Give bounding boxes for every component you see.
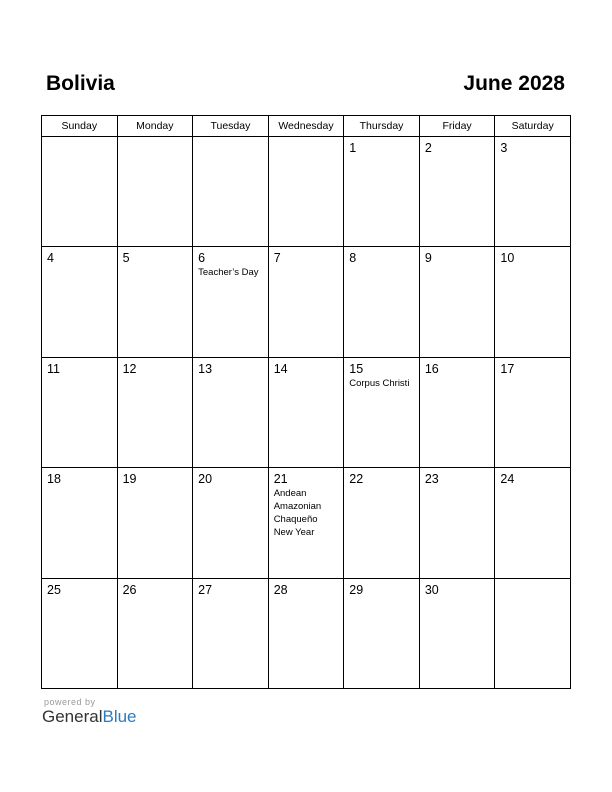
day-cell: [419, 137, 495, 247]
day-cell: [268, 357, 344, 467]
week-row: [42, 137, 571, 247]
day-number: 21: [273, 472, 288, 487]
day-cell: [344, 357, 420, 467]
day-cell: [268, 247, 344, 357]
day-number: 8: [349, 251, 357, 266]
day-number: 14: [273, 361, 288, 376]
holiday-label: Teacher’s Day: [198, 267, 259, 279]
day-cell: [42, 578, 118, 688]
brand-blue: Blue: [102, 707, 137, 726]
day-cell: [117, 468, 193, 578]
month-title: June 2028: [463, 72, 565, 95]
day-number: 7: [273, 251, 281, 266]
day-cell: [495, 578, 571, 688]
day-cell: [495, 357, 571, 467]
day-number: 10: [500, 251, 515, 266]
day-cell: [344, 137, 420, 247]
day-number: 25: [47, 582, 61, 597]
weekday-header: Monday: [117, 116, 193, 137]
day-cell: [42, 357, 118, 467]
day-cell: [193, 247, 269, 357]
day-cell: [117, 578, 193, 688]
weekday-header: Saturday: [495, 116, 571, 137]
day-cell: [117, 137, 193, 247]
weekday-header: Sunday: [42, 116, 118, 137]
day-number: 4: [47, 251, 54, 266]
day-number: 23: [424, 472, 439, 487]
calendar-body: [42, 137, 571, 689]
day-cell: [495, 468, 571, 578]
brand-logo: [42, 707, 137, 727]
day-cell: [42, 468, 118, 578]
day-number: 22: [349, 472, 364, 487]
day-number: 18: [47, 472, 61, 487]
day-number: 2: [424, 141, 432, 155]
day-cell: [419, 468, 495, 578]
weekday-header: Friday: [419, 116, 495, 137]
day-cell: [344, 468, 420, 578]
weekday-header: Wednesday: [268, 116, 344, 137]
day-cell: [42, 247, 118, 357]
day-number: 19: [122, 472, 137, 487]
day-number: 17: [500, 361, 515, 376]
day-number: 20: [198, 472, 213, 487]
day-number: 5: [122, 251, 130, 266]
day-number: 29: [349, 582, 364, 597]
day-cell: [193, 578, 269, 688]
week-row: [42, 247, 571, 357]
holiday-label: Corpus Christi: [349, 377, 410, 389]
day-cell: [42, 137, 118, 247]
week-row: [42, 357, 571, 467]
weekday-header-row: [42, 116, 571, 137]
day-cell: [193, 468, 269, 578]
day-number: 27: [198, 582, 213, 597]
day-cell: [344, 578, 420, 688]
day-number: 9: [424, 251, 432, 266]
country-title: Bolivia: [46, 72, 115, 95]
day-number: 16: [424, 361, 439, 376]
day-cell: [268, 468, 344, 578]
day-cell: [495, 137, 571, 247]
day-cell: [268, 137, 344, 247]
day-cell: [419, 357, 495, 467]
brand-general: General: [42, 707, 103, 726]
day-cell: [117, 357, 193, 467]
weekday-header: Tuesday: [193, 116, 269, 137]
holiday-label: Andean Amazonian Chaqueño New Year: [273, 488, 322, 539]
calendar-grid: [41, 115, 571, 689]
weekday-header: Thursday: [344, 116, 420, 137]
day-number: 1: [349, 141, 357, 155]
day-cell: [117, 247, 193, 357]
day-cell: [495, 247, 571, 357]
day-number: 12: [122, 361, 137, 376]
day-cell: [419, 247, 495, 357]
week-row: [42, 468, 571, 578]
day-number: 6: [198, 251, 206, 266]
day-cell: [419, 578, 495, 688]
day-number: 13: [198, 361, 213, 376]
day-number: 15: [349, 361, 364, 376]
day-number: 11: [47, 361, 60, 376]
week-row: [42, 578, 571, 688]
day-cell: [193, 357, 269, 467]
day-number: 26: [122, 582, 137, 597]
day-number: 3: [500, 141, 508, 155]
day-number: 24: [500, 472, 515, 487]
day-cell: [193, 137, 269, 247]
day-number: 30: [424, 582, 439, 597]
powered-by-text: powered by: [44, 697, 96, 707]
day-cell: [268, 578, 344, 688]
day-cell: [344, 247, 420, 357]
day-number: 28: [273, 582, 288, 597]
